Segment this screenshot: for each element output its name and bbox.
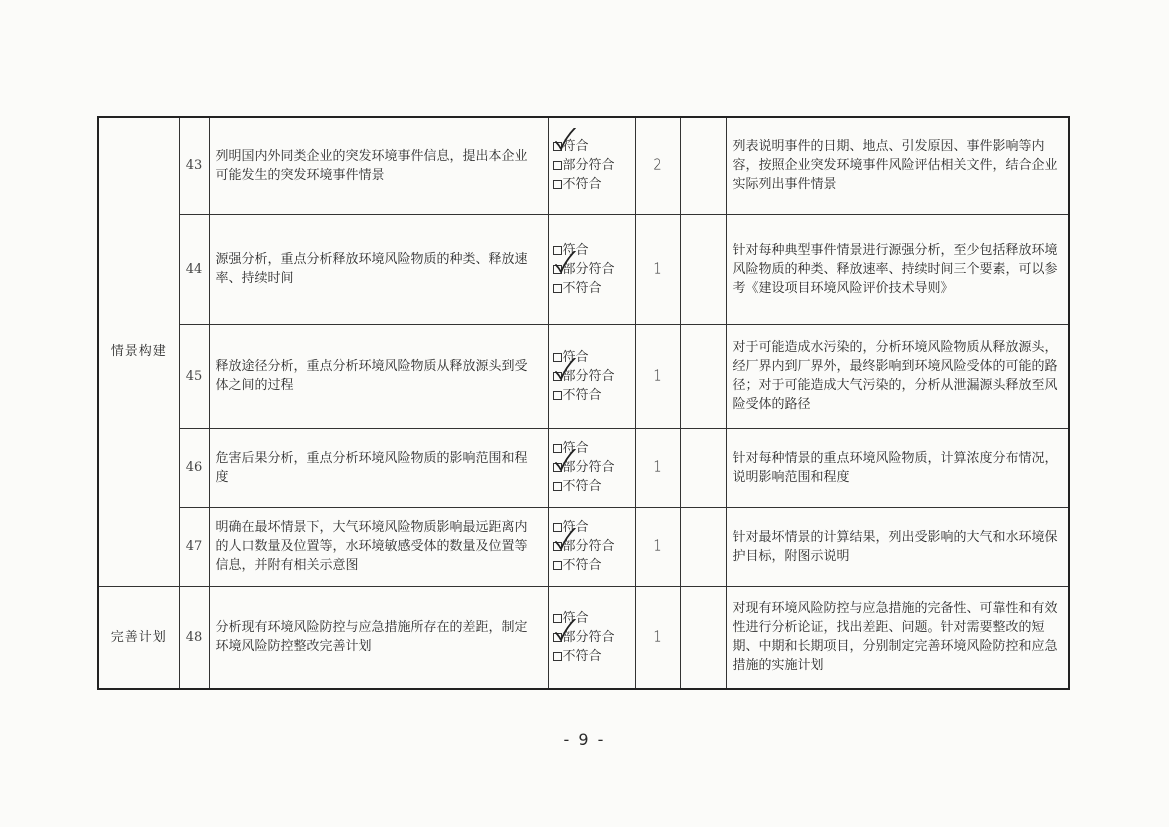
option-label: 符合 bbox=[562, 610, 589, 626]
checkbox-icon[interactable] bbox=[553, 161, 562, 170]
remark-cell bbox=[680, 324, 726, 428]
checkbox-icon[interactable] bbox=[553, 523, 562, 532]
table-row bbox=[98, 214, 1069, 324]
compliance-option[interactable] bbox=[553, 647, 635, 666]
guidance-note: 针对每种情景的重点环境风险物质，计算浓度分布情况，说明影响范围和程度 bbox=[726, 428, 1069, 507]
option-label: 符合 bbox=[562, 441, 589, 456]
compliance-option[interactable] bbox=[553, 628, 635, 647]
score-cell bbox=[635, 214, 680, 324]
score-cell bbox=[635, 117, 680, 214]
compliance-options bbox=[548, 507, 635, 586]
option-label: 符合 bbox=[562, 349, 589, 365]
guidance-note: 列表说明事件的日期、地点、引发原因、事件影响等内容，按照企业突发环境事件风险评估相关文件，结合企业实际列出事件情景 bbox=[726, 117, 1069, 214]
item-number: 45 bbox=[179, 324, 209, 428]
guidance-note: 对于可能造成水污染的，分析环境风险物质从释放源头，经厂界内到厂界外，最终影响到环境风险受体的可能的路径；对于可能造成大气污染的，分析从泄漏源头释放至风险受体的路径 bbox=[726, 324, 1069, 428]
handwritten-score: 1 bbox=[653, 628, 662, 646]
item-description: 释放途径分析，重点分析环境风险物质从释放源头到受体之间的过程 bbox=[209, 324, 548, 428]
checkbox-icon[interactable] bbox=[553, 652, 562, 661]
checkbox-icon[interactable] bbox=[553, 463, 562, 472]
compliance-option[interactable] bbox=[553, 348, 635, 367]
item-number: 43 bbox=[179, 117, 209, 214]
guidance-note: 针对最坏情景的计算结果，列出受影响的大气和水环境保护目标，附图示说明 bbox=[726, 507, 1069, 586]
compliance-option[interactable] bbox=[553, 439, 635, 458]
score-cell bbox=[635, 586, 680, 689]
option-label: 不符合 bbox=[562, 280, 602, 296]
table-row bbox=[98, 586, 1069, 689]
guidance-note: 针对每种典型事件情景进行源强分析，至少包括释放环境风险物质的种类、释放速率、持续时间三个要素，可以参考《建设项目环境风险评价技术导则》 bbox=[726, 214, 1069, 324]
compliance-option[interactable] bbox=[553, 458, 635, 477]
compliance-option[interactable] bbox=[553, 367, 635, 386]
item-number: 47 bbox=[179, 507, 209, 586]
checkbox-icon[interactable] bbox=[553, 614, 562, 623]
remark-cell bbox=[680, 117, 726, 214]
compliance-option[interactable] bbox=[553, 537, 635, 556]
option-label: 部分符合 bbox=[562, 460, 615, 475]
checkbox-icon[interactable] bbox=[553, 542, 562, 551]
category-cell: 完善计划 bbox=[98, 586, 179, 689]
item-description: 源强分析，重点分析释放环境风险物质的种类、释放速率、持续时间 bbox=[209, 214, 548, 324]
item-number: 46 bbox=[179, 428, 209, 507]
checkbox-icon[interactable] bbox=[553, 142, 562, 151]
option-label: 不符合 bbox=[562, 479, 602, 494]
handwritten-score: 2 bbox=[653, 157, 662, 175]
review-table bbox=[97, 116, 1070, 690]
table-row bbox=[98, 117, 1069, 214]
remark-cell bbox=[680, 214, 726, 324]
checkbox-icon[interactable] bbox=[553, 633, 562, 642]
checkbox-icon[interactable] bbox=[553, 284, 562, 293]
score-cell bbox=[635, 324, 680, 428]
compliance-option[interactable] bbox=[553, 260, 635, 279]
checkbox-icon[interactable] bbox=[553, 353, 562, 362]
compliance-options bbox=[548, 586, 635, 689]
option-label: 不符合 bbox=[562, 558, 602, 573]
checkbox-icon[interactable] bbox=[553, 391, 562, 400]
option-label: 部分符合 bbox=[562, 261, 615, 277]
option-label: 不符合 bbox=[562, 648, 602, 664]
compliance-option[interactable] bbox=[553, 175, 635, 194]
item-description: 分析现有环境风险防控与应急措施所存在的差距，制定环境风险防控整改完善计划 bbox=[209, 586, 548, 689]
compliance-option[interactable] bbox=[553, 609, 635, 628]
compliance-options bbox=[548, 428, 635, 507]
table-row bbox=[98, 324, 1069, 428]
table-row bbox=[98, 428, 1069, 507]
handwritten-score: 1 bbox=[653, 260, 662, 278]
compliance-option[interactable] bbox=[553, 279, 635, 298]
category-cell: 情景构建 bbox=[98, 117, 179, 586]
score-cell bbox=[635, 507, 680, 586]
compliance-options bbox=[548, 214, 635, 324]
checkbox-icon[interactable] bbox=[553, 180, 562, 189]
compliance-option[interactable] bbox=[553, 556, 635, 575]
item-description: 危害后果分析，重点分析环境风险物质的影响范围和程度 bbox=[209, 428, 548, 507]
option-label: 符合 bbox=[562, 242, 589, 258]
checkbox-icon[interactable] bbox=[553, 482, 562, 491]
score-cell bbox=[635, 428, 680, 507]
item-number: 44 bbox=[179, 214, 209, 324]
option-label: 部分符合 bbox=[562, 629, 615, 645]
table-body bbox=[98, 117, 1069, 689]
checkbox-icon[interactable] bbox=[553, 372, 562, 381]
option-label: 部分符合 bbox=[562, 539, 615, 554]
compliance-option[interactable] bbox=[553, 156, 635, 175]
remark-cell bbox=[680, 428, 726, 507]
handwritten-score: 1 bbox=[653, 537, 662, 556]
handwritten-score: 1 bbox=[653, 458, 662, 477]
handwritten-score: 1 bbox=[653, 367, 662, 385]
option-label: 不符合 bbox=[562, 177, 602, 193]
compliance-option[interactable] bbox=[553, 386, 635, 405]
remark-cell bbox=[680, 586, 726, 689]
option-label: 符合 bbox=[562, 520, 589, 535]
option-label: 符合 bbox=[562, 139, 589, 155]
checkbox-icon[interactable] bbox=[553, 265, 562, 274]
compliance-option[interactable] bbox=[553, 137, 635, 156]
checkbox-icon[interactable] bbox=[553, 444, 562, 453]
item-description: 明确在最坏情景下，大气环境风险物质影响最远距离内的人口数量及位置等，水环境敏感受体的数量及位置等信息，并附有相关示意图 bbox=[209, 507, 548, 586]
compliance-option[interactable] bbox=[553, 477, 635, 496]
checkbox-icon[interactable] bbox=[553, 246, 562, 255]
remark-cell bbox=[680, 507, 726, 586]
page-number: - 9 - bbox=[563, 730, 606, 749]
compliance-options bbox=[548, 117, 635, 214]
compliance-option[interactable] bbox=[553, 518, 635, 537]
option-label: 不符合 bbox=[562, 387, 602, 403]
table-row bbox=[98, 507, 1069, 586]
checkbox-icon[interactable] bbox=[553, 561, 562, 570]
guidance-note: 对现有环境风险防控与应急措施的完备性、可靠性和有效性进行分析论证，找出差距、问题。针对需要整改的短期、中期和长期项目，分别制定完善环境风险防控和应急措施的实施计划 bbox=[726, 586, 1069, 689]
compliance-options bbox=[548, 324, 635, 428]
option-label: 部分符合 bbox=[562, 368, 615, 384]
option-label: 部分符合 bbox=[562, 158, 615, 174]
compliance-option[interactable] bbox=[553, 241, 635, 260]
item-description: 列明国内外同类企业的突发环境事件信息，提出本企业可能发生的突发环境事件情景 bbox=[209, 117, 548, 214]
item-number: 48 bbox=[179, 586, 209, 689]
